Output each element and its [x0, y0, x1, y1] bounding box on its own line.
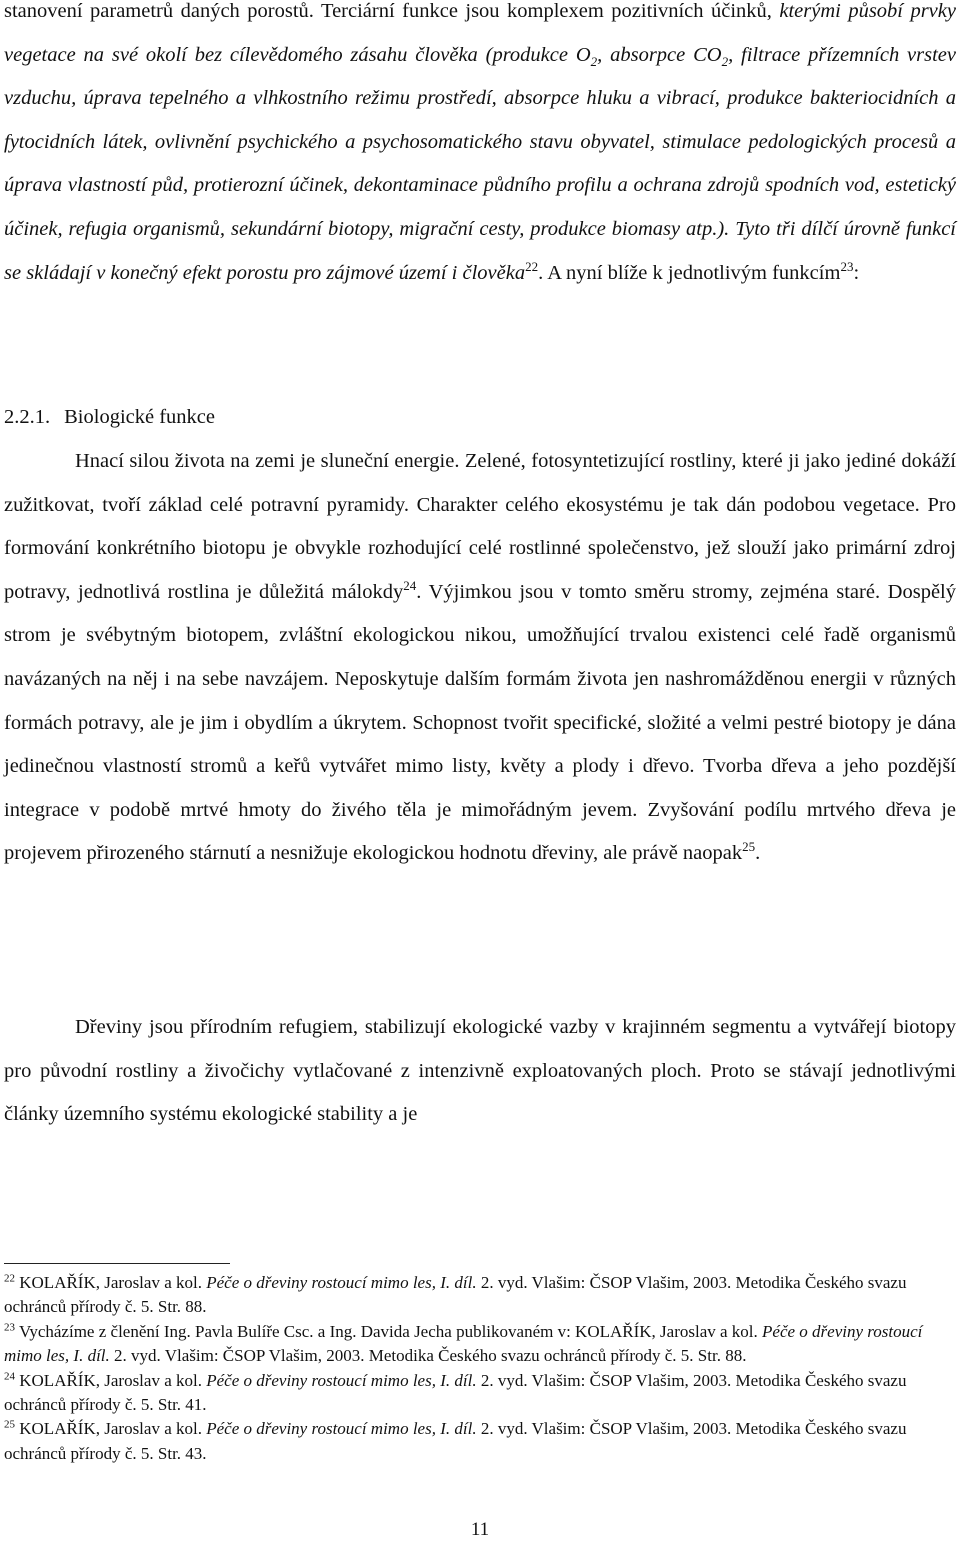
- footnote-title: Péče o dřeviny rostoucí mimo les, I. díl.: [206, 1419, 477, 1439]
- footnote-text: KOLAŘÍK, Jaroslav a kol.: [19, 1273, 207, 1292]
- footnote-text: 2. vyd. Vlašim: ČSOP Vlašim, 2003. Metodika Českého svazu ochránců přírody č. 5. Str. 88.: [4, 1273, 907, 1317]
- footnote-title: Péče o dřeviny rostoucí mimo les, I. díl.: [206, 1273, 477, 1292]
- paragraph1-end-text: :: [853, 261, 860, 284]
- section-heading: [4, 396, 215, 440]
- footnote-title: Péče o dřeviny rostoucí mimo les, I. díl.: [206, 1370, 477, 1390]
- footnote-23: [4, 1320, 956, 1369]
- footnote-number: 24: [4, 1369, 15, 1382]
- footnote-24: [4, 1369, 956, 1418]
- section-title: Biologické funkce: [64, 406, 215, 428]
- subscript-o2: 2: [590, 53, 598, 69]
- footnote-number: 23: [4, 1321, 15, 1334]
- paragraph2-text-c: .: [755, 842, 761, 865]
- footnote-ref-25[interactable]: 25: [742, 839, 756, 855]
- section-number: 2.2.1.: [4, 406, 51, 428]
- footnote-number: 22: [4, 1272, 15, 1285]
- footnote-text: 2. vyd. Vlašim: ČSOP Vlašim, 2003. Metodika Českého svazu ochránců přírody č. 5. Str. 43.: [4, 1419, 907, 1463]
- footnote-number: 25: [4, 1418, 15, 1431]
- footnote-text: KOLAŘÍK, Jaroslav a kol.: [19, 1419, 207, 1439]
- paragraph2-text-b: . Výjimkou jsou v tomto směru stromy, zejména staré. Dospělý strom je svébytným biotopem, zvláštní ekologickou nikou, umožňující trvalou existenci celé řadě organismů navázaných na něj i na sebe navzájem. Neposkytuje dalším formám života jen nashromážděnou energii v různých formách potravy, ale je jim i obydlím a úkrytem. Schopnost tvořit specifické, složité a velmi pestré biotopy je dána jedinečnou vlastností stromů a keřů vytvářet mimo listy, květy a plody i dřevo. Tvorba dřeva a jeho pozdější integrace v podobě mrtvé hmoty do živého těla je mimořádným jevem. Zvyšování podílu mrtvého dřeva je projevem přirozeného stárnutí a nesnižuje ekologickou hodnotu dřeviny, ale právě naopak: [4, 580, 956, 865]
- footnote-text: 2. vyd. Vlašim: ČSOP Vlašim, 2003. Metodika Českého svazu ochránců přírody č. 5. Str. 41.: [4, 1370, 907, 1415]
- subscript-co2: 2: [721, 53, 729, 69]
- footnote-22: [4, 1271, 956, 1320]
- footnote-ref-22[interactable]: 22: [525, 258, 539, 274]
- paragraph1-italic-text: [4, 0, 956, 284]
- footnote-text: 2. vyd. Vlašim: ČSOP Vlašim, 2003. Metodika Českého svazu ochránců přírody č. 5. Str. 88.: [109, 1346, 747, 1366]
- italic-part-a: kterými působí prvky vegetace na své okolí bez cílevědomého zásahu člověka (produkce O: [4, 0, 956, 66]
- footnote-separator: [4, 1263, 230, 1264]
- paragraph3-text: Dřeviny jsou přírodním refugiem, stabilizují ekologické vazby v krajinném segmentu a vytvářejí biotopy pro původní rostliny a živočichy vytlačované z intenzivně exploatovaných ploch. Proto se stávají jednotlivými články územního systému ekologické stability a je: [4, 1016, 956, 1126]
- footnote-25: [4, 1417, 956, 1466]
- footnote-text: Vycházíme z členění Ing. Pavla Bulíře Csc. a Ing. Davida Jecha publikovaném v: KOLAŘÍK, Jaroslav a kol.: [18, 1321, 763, 1341]
- paragraph1-after-text: . A nyní blíže k jednotlivým funkcím: [538, 261, 841, 284]
- footnote-title: Péče o dřeviny rostoucí mimo les, I. díl.: [4, 1321, 923, 1366]
- paragraph1-upright-text: stanovení parametrů daných porostů. Terciární funkce jsou komplexem pozitivních účinků,: [4, 0, 780, 22]
- paragraph-refugium: [4, 1006, 956, 1137]
- italic-part-c: , filtrace přízemních vrstev vzduchu, úprava tepelného a vlhkostního režimu prostředí, absorpce hluku a vibrací, produkce bakteriocidních a fytocidních látek, ovlivnění psychického a psychosomatického stavu obyvatel, stimulace pedologických procesů a úprava vlastností půd, protierozní účinek, dekontaminace půdního profilu a ochrana zdrojů spodních vod, estetický účinek, refugia organismů, sekundární biotopy, migrační cesty, produkce biomasy atp.). Tyto tři dílčí úrovně funkcí se skládají v konečný efekt porostu pro zájmové území i člověka: [4, 43, 956, 284]
- italic-part-b: , absorpce CO: [597, 43, 722, 66]
- footnote-text: KOLAŘÍK, Jaroslav a kol.: [19, 1370, 207, 1390]
- paragraph-tertiary-functions: [4, 0, 956, 295]
- footnote-ref-24[interactable]: 24: [403, 577, 417, 593]
- footnote-ref-23[interactable]: 23: [840, 258, 854, 274]
- footnotes: [4, 1271, 956, 1466]
- page-number: 11: [470, 1519, 490, 1540]
- paragraph2-text-a: Hnací silou života na zemi je sluneční energie. Zelené, fotosyntetizující rostliny, které ji jako jediné dokáží zužitkovat, tvoří základ celé potravní pyramidy. Charakter celého ekosystému je tak dán podobou vegetace. Pro formování konkrétního biotopu je obvykle rozhodující celé rostlinné společenstvo, jež slouží jako primární zdroj potravy, jednotlivá rostlina je důležitá málokdy: [4, 450, 956, 603]
- paragraph-biological-functions: [4, 440, 956, 876]
